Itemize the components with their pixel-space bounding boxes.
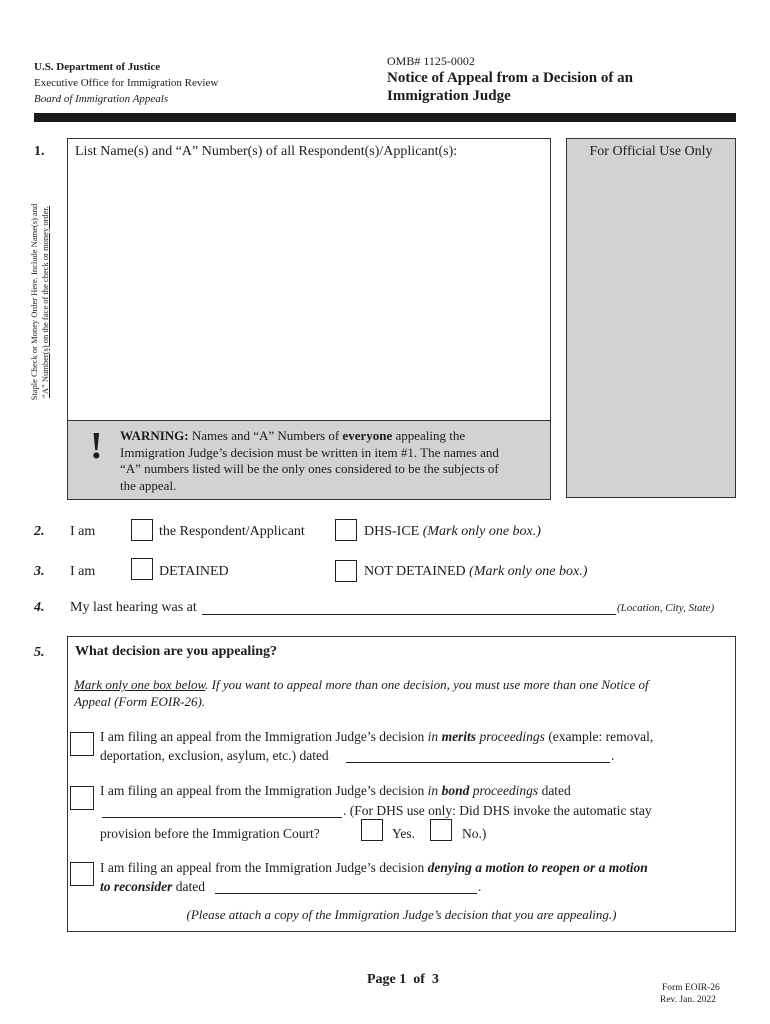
item2-lead: I am [70, 524, 96, 539]
last-hearing-label: My last hearing was at [70, 600, 197, 615]
motion-appeal-checkbox[interactable] [70, 862, 94, 886]
item5-number: 5. [34, 645, 45, 660]
page-number: Page 1 of 3 [367, 972, 439, 987]
item3-number: 3. [34, 564, 45, 579]
dhs-ice-checkbox[interactable] [335, 519, 357, 541]
merits-period: . [611, 748, 615, 763]
detained-checkbox[interactable] [131, 558, 153, 580]
dhs-ice-option: DHS-ICE (Mark only one box.) [364, 524, 541, 539]
staple-note [22, 182, 58, 422]
department-name: U.S. Department of Justice [34, 61, 161, 73]
bond-option-line1: I am filing an appeal from the Immigration Judge’s decision in bond proceedings dated [100, 783, 571, 798]
merits-date-field[interactable] [346, 762, 610, 763]
motion-option-line2: to reconsider dated [100, 879, 205, 894]
staple-note-line1: Staple Check or Money Order Here. Include Name(s) and [29, 203, 39, 401]
last-hearing-hint: (Location, City, State) [617, 602, 715, 614]
item1-number: 1. [34, 144, 45, 159]
form-revision: Rev. Jan. 2022 [660, 995, 716, 1005]
decision-instructions: Mark only one box below. If you want to appeal more than one decision, you must use more than one Notice of Appeal (Form EOIR-26). [74, 677, 649, 709]
motion-option-line1: I am filing an appeal from the Immigration Judge’s decision denying a motion to reopen or a motion [100, 860, 648, 875]
item4-number: 4. [34, 600, 45, 615]
staple-note-line2: “A” Number(s) on the face of the check or money order. [40, 206, 50, 398]
last-hearing-location-field[interactable] [202, 614, 616, 615]
attach-note: (Please attach a copy of the Immigration Judge’s decision that you are appealing.) [186, 907, 617, 922]
warning-label: WARNING: [120, 428, 189, 443]
form-title-line1: Notice of Appeal from a Decision of an [387, 70, 633, 86]
warning-text: WARNING: Names and “A” Numbers of everyone appealing the Immigration Judge’s decision must be written in item #1. The names and “A” numbers listed will be the only ones considered to be the subjects of the appeal. [120, 428, 499, 493]
official-use-box [566, 138, 736, 498]
omb-number: OMB# 1125-0002 [387, 54, 475, 68]
item2-number: 2. [34, 524, 45, 539]
not-detained-checkbox[interactable] [335, 560, 357, 582]
stay-no-checkbox[interactable] [430, 819, 452, 841]
header-rule [34, 113, 736, 122]
warning-panel [68, 420, 550, 499]
official-use-label: For Official Use Only [589, 144, 713, 159]
form-number: Form EOIR-26 [662, 983, 720, 993]
detained-option-label: DETAINED [159, 564, 229, 579]
stay-yes-checkbox[interactable] [361, 819, 383, 841]
stay-yes-label: Yes. [392, 826, 416, 841]
merits-option-line1: I am filing an appeal from the Immigration Judge’s decision in merits proceedings (example: removal, [100, 729, 654, 744]
bond-option-line3: provision before the Immigration Court? [100, 826, 320, 841]
not-detained-option: NOT DETAINED (Mark only one box.) [364, 564, 588, 579]
warning-icon: ! [90, 425, 103, 467]
decision-question: What decision are you appealing? [75, 644, 277, 659]
motion-date-field[interactable] [215, 893, 477, 894]
form-title-line2: Immigration Judge [387, 88, 511, 104]
respondent-checkbox[interactable] [131, 519, 153, 541]
motion-period: . [478, 879, 482, 894]
bond-option-line2: . (For DHS use only: Did DHS invoke the automatic stay [343, 803, 652, 818]
respondent-option-label: the Respondent/Applicant [159, 524, 305, 539]
bond-appeal-checkbox[interactable] [70, 786, 94, 810]
merits-appeal-checkbox[interactable] [70, 732, 94, 756]
office-name: Executive Office for Immigration Review [34, 77, 219, 89]
respondent-names-label: List Name(s) and “A” Number(s) of all Respondent(s)/Applicant(s): [75, 144, 458, 159]
item3-lead: I am [70, 564, 96, 579]
bond-date-field[interactable] [102, 817, 342, 818]
board-name: Board of Immigration Appeals [34, 93, 169, 105]
stay-no-label: No.) [462, 826, 487, 841]
merits-option-line2: deportation, exclusion, asylum, etc.) dated [100, 748, 329, 763]
